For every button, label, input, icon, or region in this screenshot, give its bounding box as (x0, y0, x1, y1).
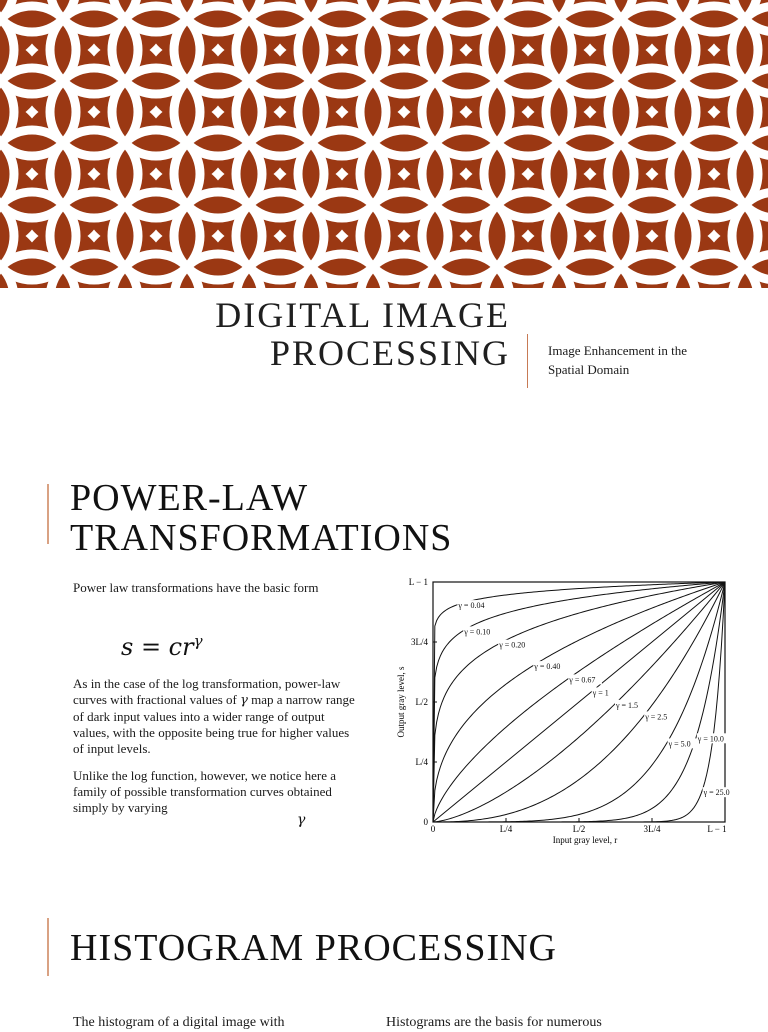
heading-line1: POWER-LAW (70, 477, 309, 519)
curve-label: γ = 2.5 (645, 712, 668, 722)
deck-subtitle (548, 341, 748, 379)
gamma-symbol-varying: γ (297, 812, 306, 828)
curve-label: γ = 10.0 (697, 734, 724, 744)
deck-subtitle-line1: Image Enhancement in the (548, 343, 687, 358)
title-divider (527, 334, 528, 388)
power-law-formula (121, 632, 203, 661)
formula-exponent: γ (193, 632, 203, 650)
paragraph-basic-form: Power law transformations have the basic form (73, 580, 319, 595)
y-tick-label: L/2 (415, 697, 428, 707)
x-tick-label: L/4 (499, 824, 513, 834)
paragraph-fractional-gamma-start: As in the case of the log transformation, power-law curves with fractional values of (73, 676, 341, 707)
curve-label: γ = 1 (592, 688, 609, 698)
x-tick-label: L/2 (572, 824, 586, 834)
curve-label: γ = 5.0 (668, 739, 691, 749)
heading-line2: TRANSFORMATIONS (70, 517, 453, 559)
curve-label: γ = 1.5 (616, 700, 639, 710)
deck-title-line1: DIGITAL IMAGE (215, 295, 510, 335)
formula-base: s = cr (121, 633, 194, 661)
curve-gamma-1 (433, 582, 725, 822)
y-tick-label: 0 (423, 817, 428, 827)
deck-title-line2: PROCESSING (269, 333, 510, 373)
power-law-curves-chart (395, 572, 745, 852)
curve-label: γ = 25.0 (703, 788, 730, 798)
slide-heading-power-law (70, 478, 452, 558)
decorative-pattern-banner (0, 0, 768, 288)
y-tick-label: L/4 (415, 757, 428, 767)
paragraph-fractional-gamma-end: map a narrow range of dark input values into a wider range of output values, with the opposite being true for higher values of input levels. (73, 692, 355, 756)
histogram-text-col1: The histogram of a digital image with (73, 1015, 285, 1030)
curve-label: γ = 0.40 (534, 662, 561, 672)
x-axis-label: Input gray level, r (552, 835, 618, 845)
curve-label: γ = 0.04 (458, 601, 485, 611)
curve-label: γ = 0.20 (499, 640, 526, 650)
paragraph-fractional-gamma (73, 676, 363, 757)
accent-bar-power-law (47, 484, 49, 544)
deck-subtitle-line2: Spatial Domain (548, 362, 630, 377)
gamma-symbol: γ (240, 693, 248, 708)
y-axis-label: Output gray level, s (396, 666, 406, 738)
histogram-text-col2: Histograms are the basis for numerous (386, 1015, 602, 1030)
curve-label: γ = 0.10 (464, 627, 491, 637)
accent-bar-histogram (47, 918, 49, 976)
paragraph-family-curves: Unlike the log function, however, we notice here a family of possible transformation curves obtained simply by varying (73, 768, 336, 815)
deck-title (150, 296, 510, 372)
y-tick-label: 3L/4 (411, 637, 428, 647)
x-tick-label: L − 1 (707, 824, 727, 834)
curve-label: γ = 0.67 (569, 675, 596, 685)
y-tick-label: L − 1 (408, 577, 428, 587)
x-tick-label: 0 (430, 824, 436, 834)
slide-heading-histogram: HISTOGRAM PROCESSING (70, 927, 558, 969)
x-tick-label: 3L/4 (643, 824, 661, 834)
